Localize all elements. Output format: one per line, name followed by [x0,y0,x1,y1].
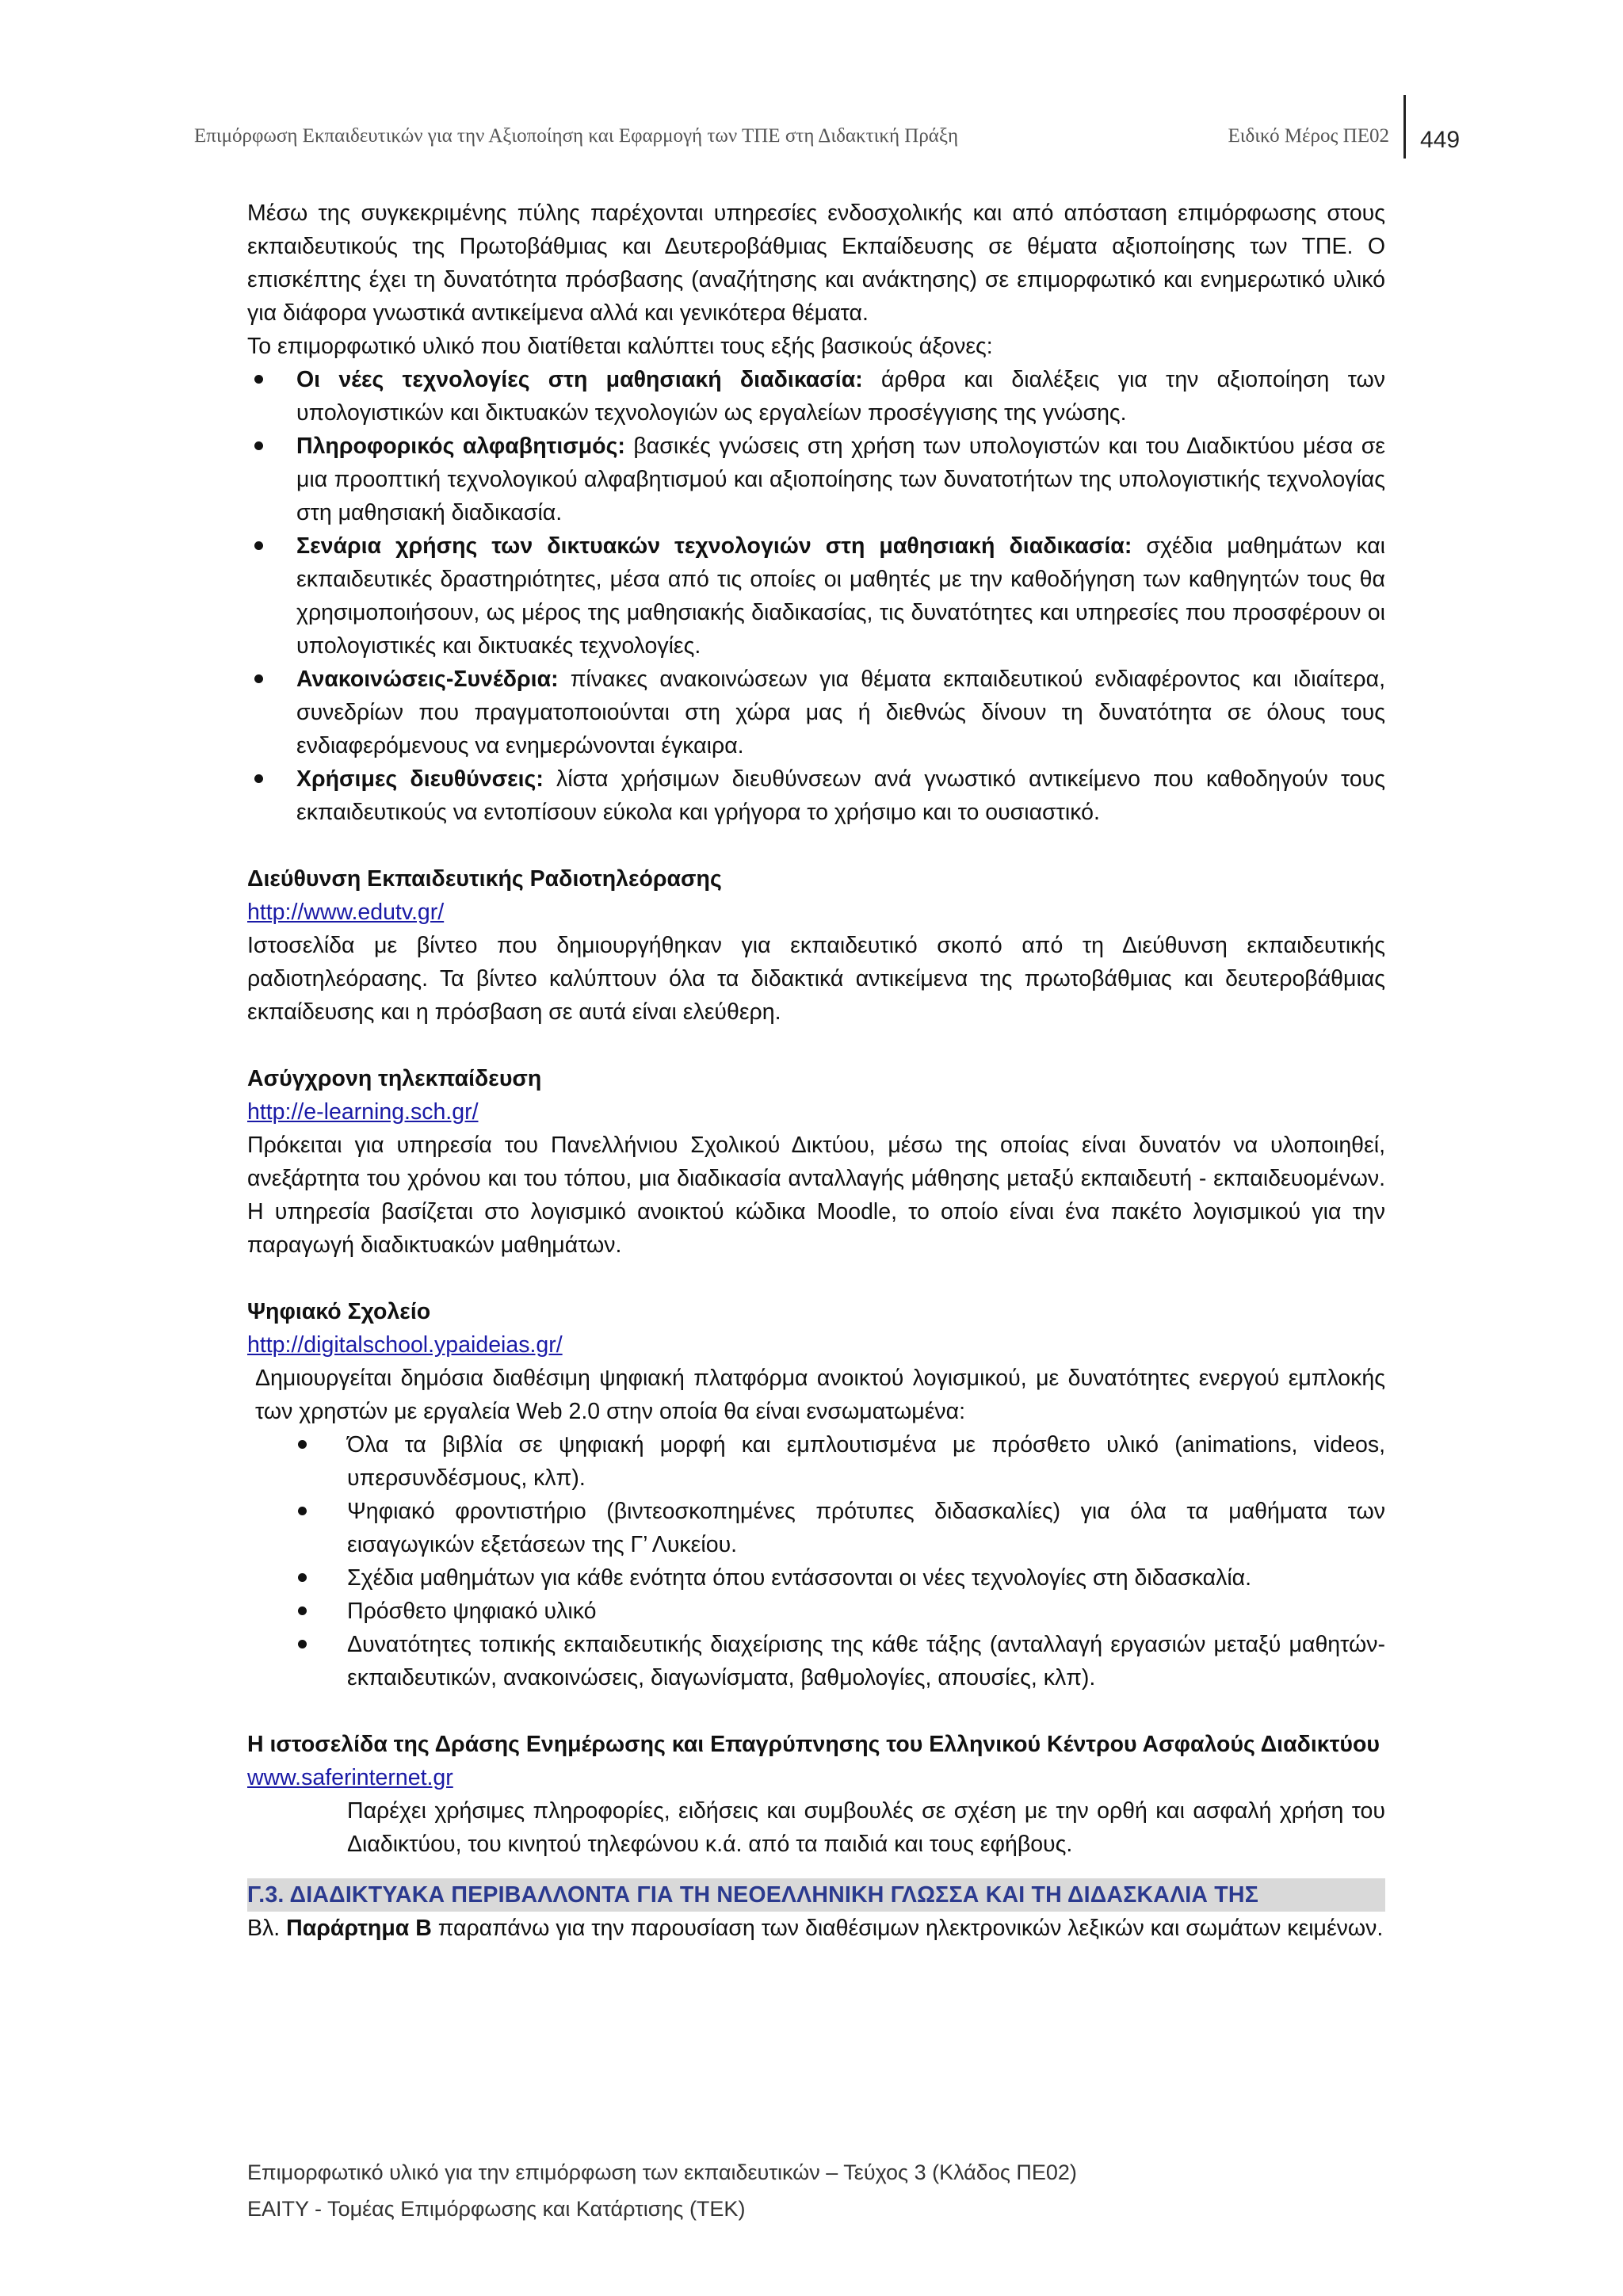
item-term: Σενάρια χρήσης των δικτυακών τεχνολογιών στη μαθησιακή διαδικασία: [296,533,1132,559]
item-term: Ανακοινώσεις-Συνέδρια: [296,667,559,692]
ref-prefix: Βλ. [247,1916,287,1941]
list-item: Σχέδια μαθημάτων για κάθε ενότητα όπου εντάσσονται οι νέες τεχνολογίες στη διδασκαλία. [247,1561,1385,1595]
footer-line-2: ΕΑΙΤΥ - Τομέας Επιμόρφωσης και Κατάρτισης (ΤΕΚ) [247,2197,746,2221]
digitalschool-link[interactable]: http://digitalschool.ypaideias.gr/ [247,1332,563,1358]
item-term: Χρήσιμες διευθύνσεις: [296,766,544,792]
edutv-link[interactable]: http://www.edutv.gr/ [247,900,445,925]
ref-rest: παραπάνω για την παρουσίαση των διαθέσιμων ηλεκτρονικών λεξικών και σωμάτων κειμένων. [431,1916,1384,1941]
header-divider [1403,95,1406,159]
item-term: Πληροφορικός αλφαβητισμός: [296,434,625,459]
list-item: Πρόσθετο ψηφιακό υλικό [247,1595,1385,1628]
list-item [247,529,1385,663]
digitalschool-title: Ψηφιακό Σχολείο [247,1299,431,1324]
footer-line-1: Επιμορφωτικό υλικό για την επιμόρφωση των εκπαιδευτικών – Τεύχος 3 (Κλάδος ΠΕ02) [247,2160,1077,2184]
edutv-text: Ιστοσελίδα με βίντεο που δημιουργήθηκαν για εκπαιδευτικό σκοπό από τη Διεύθυνση εκπαιδευτικής ραδιοτηλεόρασης. Τα βίντεο καλύπτουν όλα τα διδακτικά αντικείμενα της πρωτοβάθμιας και δευτεροβάθμιας εκπαίδευσης και η πρόσβαση σε αυτά είναι ελεύθερη. [247,933,1385,1025]
item-term: Οι νέες τεχνολογίες στη μαθησιακή διαδικασία: [296,367,863,392]
axes-list [247,363,1385,829]
list-item [247,663,1385,762]
digitalschool-text: Δημιουργείται δημόσια διαθέσιμη ψηφιακή πλατφόρμα ανοικτού λογισμικού, με δυνατότητες ενεργού εμπλοκής των χρηστών με εργαλεία Web 2.0 στην οποία θα είναι ενσωματωμένα: [255,1366,1385,1424]
item-text: πίνακες ανακοινώσεων για θέματα εκπαιδευτικού ενδιαφέροντος και ιδιαίτερα, συνεδρίων που πραγματοποιούνται στη χώρα μας ή διεθνώς δίνουν τη δυνατότητα σε όλους τους ενδιαφερόμενους να ενημερώνονται έγκαιρα. [296,667,1385,758]
intro-axes-line: Το επιμορφωτικό υλικό που διατίθεται καλύπτει τους εξής βασικούς άξονες: [247,334,993,359]
appendix-reference: Παράρτημα Β [286,1916,432,1941]
page-content [247,197,1385,1945]
elearning-text: Πρόκειται για υπηρεσία του Πανελλήνιου Σχολικού Δικτύου, μέσω της οποίας είναι δυνατόν να υλοποιηθεί, ανεξάρτητα του χρόνου και του τόπου, μια διαδικασία ανταλλαγής μάθησης μεταξύ εκπαιδευτή - εκπαιδευομένων. Η υπηρεσία βασίζεται στο λογισμικό ανοικτού κώδικα Moodle, το οποίο είναι ένα πακέτο λογισμικού για την παραγωγή διαδικτυακών μαθημάτων. [247,1133,1385,1258]
edutv-title: Διεύθυνση Εκπαιδευτικής Ραδιοτηλεόρασης [247,866,722,892]
list-item: Ψηφιακό φροντιστήριο (βιντεοσκοπημένες πρότυπες διδασκαλίες) για όλα τα μαθήματα των εισαγωγικών εξετάσεων της Γ’ Λυκείου. [247,1495,1385,1561]
page-footer [247,2154,1077,2227]
intro-paragraph: Μέσω της συγκεκριμένης πύλης παρέχονται υπηρεσίες ενδοσχολικής και από απόσταση επιμόρφωσης στους εκπαιδευτικούς της Πρωτοβάθμιας και Δευτεροβάθμιας Εκπαίδευσης σε θέματα αξιοποίησης των ΤΠΕ. Ο επισκέπτης έχει τη δυνατότητα πρόσβασης (αναζήτησης και ανάκτησης) σε επιμορφωτικό και ενημερωτικό υλικό για διάφορα γνωστικά αντικείμενα αλλά και γενικότερα θέματα. [247,201,1385,326]
list-item [247,363,1385,430]
list-item [247,430,1385,529]
item-text: βασικές γνώσεις στη χρήση των υπολογιστών και του Διαδικτύου μέσα σε μια προοπτική τεχνολογικού αλφαβητισμού και αξιοποίησης των δυνατοτήτων της υπολογιστικής τεχνολογίας στη μαθησιακή διαδικασία. [296,434,1385,525]
running-header-section: Ειδικό Μέρος ΠΕ02 [1228,125,1389,147]
list-item: Όλα τα βιβλία σε ψηφιακή μορφή και εμπλουτισμένα με πρόσθετο υλικό (animations, videos, υπερσυνδέσμους, κλπ). [247,1428,1385,1495]
section-g3-text [247,1912,1385,1945]
list-item [247,762,1385,829]
item-text: σχέδια μαθημάτων και εκπαιδευτικές δραστηριότητες, μέσα από τις οποίες οι μαθητές με την καθοδήγηση των καθηγητών τους θα χρησιμοποιήσουν, ως μέρος της μαθησιακής διαδικασίας, τις δυνατότητες και υπηρεσίες που προσφέρουν οι υπολογιστικές και δικτυακές τεχνολογίες. [296,533,1385,659]
item-text: λίστα χρήσιμων διευθύνσεων ανά γνωστικό αντικείμενο που καθοδηγούν τους εκπαιδευτικούς να εντοπίσουν εύκολα και γρήγορα το χρήσιμο και το ουσιαστικό. [296,766,1385,825]
list-item: Δυνατότητες τοπικής εκπαιδευτικής διαχείρισης της κάθε τάξης (ανταλλαγή εργασιών μεταξύ μαθητών-εκπαιδευτικών, ανακοινώσεις, διαγωνίσματα, βαθμολογίες, απουσίες, κλπ). [247,1628,1385,1694]
running-header-title: Επιμόρφωση Εκπαιδευτικών για την Αξιοποίηση και Εφαρμογή των ΤΠΕ στη Διδακτική Πράξη [194,125,959,147]
saferinternet-text: Παρέχει χρήσιμες πληροφορίες, ειδήσεις και συμβουλές σε σχέση με την ορθή και ασφαλή χρήση του Διαδικτύου, του κινητού τηλεφώνου κ.ά. από τα παιδιά και τους εφήβους. [347,1798,1385,1857]
saferinternet-link[interactable]: www.saferinternet.gr [247,1765,453,1790]
elearning-link[interactable]: http://e-learning.sch.gr/ [247,1099,479,1125]
elearning-title: Ασύγχρονη τηλεκπαίδευση [247,1066,542,1091]
digitalschool-list [247,1428,1385,1694]
item-text: άρθρα και διαλέξεις για την αξιοποίηση των υπολογιστικών και δικτυακών τεχνολογιών ως εργαλείων προσέγγισης της γνώσης. [296,367,1385,426]
section-heading-g3: Γ.3. ΔΙΑΔΙΚΤΥΑΚΑ ΠΕΡΙΒΑΛΛΟΝΤΑ ΓΙΑ ΤΗ ΝΕΟΕΛΛΗΝΙΚΗ ΓΛΩΣΣΑ ΚΑΙ ΤΗ ΔΙΔΑΣΚΑΛΙΑ ΤΗΣ [247,1878,1385,1912]
page-number: 449 [1420,127,1461,153]
saferinternet-title: Η ιστοσελίδα της Δράσης Ενημέρωσης και Επαγρύπνησης του Ελληνικού Κέντρου Ασφαλούς Διαδικτύου [247,1732,1380,1757]
